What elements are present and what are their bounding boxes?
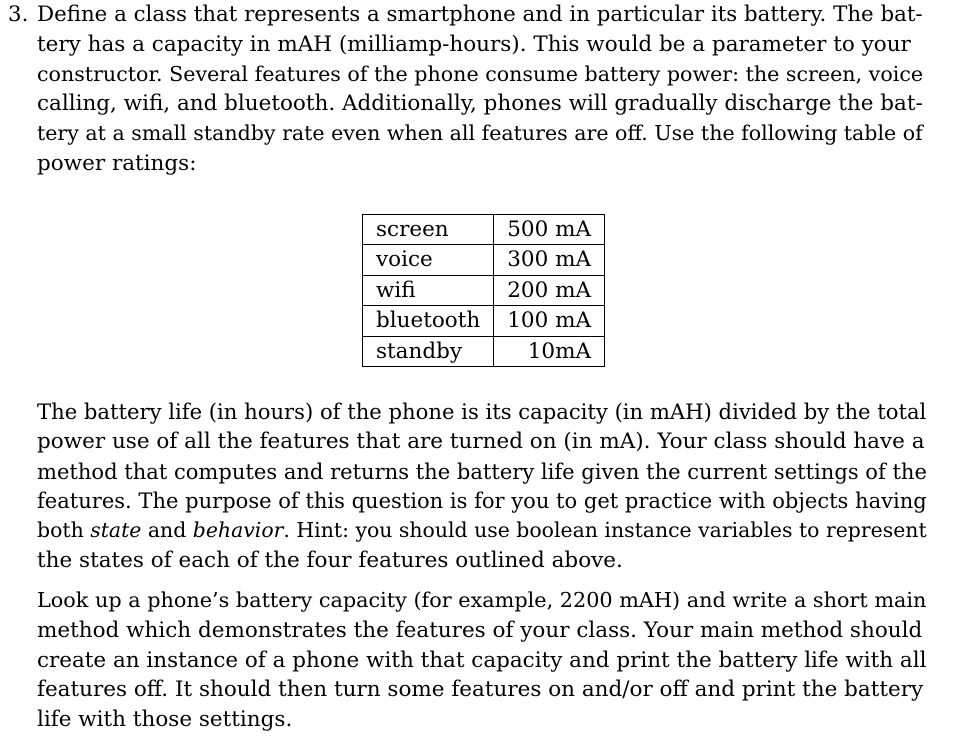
- rating-cell: 100 mA: [494, 306, 605, 336]
- rating-cell: 500 mA: [494, 215, 605, 245]
- table-row: [363, 275, 605, 305]
- paragraph3-line-5: life with those settings.: [37, 707, 293, 733]
- intro-line-2: tery has a capacity in mAH (milliamp-hours). This would be a parameter to your: [37, 31, 911, 57]
- paragraph2-line-6: the states of each of the four features outlined above.: [37, 547, 623, 573]
- paragraph3-line-1: Look up a phone’s battery capacity (for example, 2200 mAH) and write a short main: [37, 588, 927, 612]
- power-ratings-table-wrap: [362, 214, 605, 367]
- table-row: [363, 336, 605, 366]
- table-row: [363, 215, 605, 245]
- intro-line-6: power ratings:: [37, 150, 197, 176]
- paragraph2-line-2: power use of all the features that are turned on (in mA). Your class should have a: [37, 428, 925, 454]
- table-row: [363, 245, 605, 275]
- intro-line-1: [8, 0, 923, 30]
- behavior-emphasis: behavior: [192, 518, 284, 543]
- paragraph3-line-4: features off. It should then turn some features on and/or off and print the battery: [37, 677, 924, 703]
- paragraph2-line-4: features. The purpose of this question is for you to get practice with objects having: [37, 488, 927, 514]
- table-row: [363, 306, 605, 336]
- intro-line-1-text: Define a class that represents a smartphone and in particular its battery. The bat-: [37, 2, 923, 27]
- question-number: 3.: [8, 2, 29, 27]
- rating-cell: 10mA: [494, 336, 605, 366]
- paragraph3-line-2: method which demonstrates the features of your class. Your main method should: [37, 617, 923, 643]
- paragraph3-line-3: create an instance of a phone with that capacity and print the battery life with all: [37, 647, 927, 673]
- intro-line-5: tery at a small standby rate even when all features are off. Use the following table of: [37, 121, 923, 146]
- paragraph2-line-5: [37, 516, 927, 546]
- line5-before: both: [37, 518, 91, 543]
- feature-cell: voice: [363, 245, 494, 275]
- intro-line-4: calling, wifi, and bluetooth. Additionally, phones will gradually discharge the bat-: [37, 91, 923, 117]
- paragraph2-line-1: The battery life (in hours) of the phone is its capacity (in mAH) divided by the total: [37, 399, 927, 424]
- power-ratings-table: [362, 214, 605, 367]
- feature-cell: wifi: [363, 275, 494, 305]
- feature-cell: screen: [363, 215, 494, 245]
- main-method-paragraph: [37, 586, 927, 735]
- rating-cell: 300 mA: [494, 245, 605, 275]
- paragraph2-line-3: method that computes and returns the battery life given the current settings of the: [37, 458, 927, 484]
- question-intro: [8, 0, 923, 179]
- state-emphasis: state: [90, 518, 142, 543]
- rating-cell: 200 mA: [494, 275, 605, 305]
- line5-between: and: [141, 518, 193, 543]
- feature-cell: bluetooth: [363, 306, 494, 336]
- feature-cell: standby: [363, 336, 494, 366]
- intro-line-3: constructor. Several features of the phone consume battery power: the screen, voice: [37, 61, 924, 86]
- battery-life-paragraph: [37, 397, 927, 576]
- line5-after: . Hint: you should use boolean instance variables to represent: [283, 518, 927, 543]
